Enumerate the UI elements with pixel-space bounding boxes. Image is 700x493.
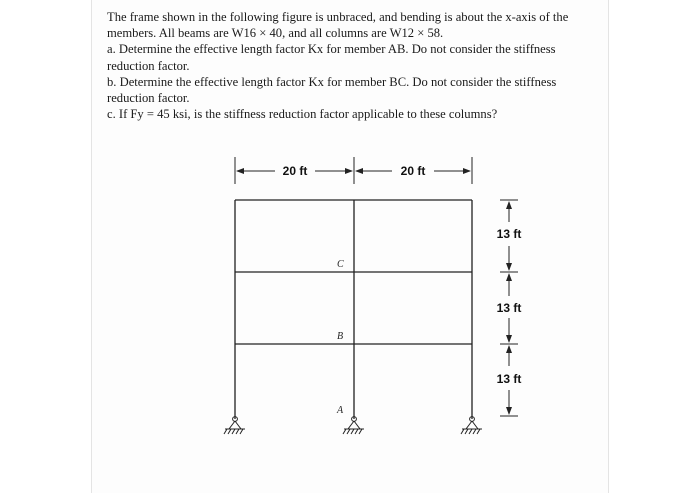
horizontal-dimension xyxy=(235,157,472,184)
frame-members xyxy=(235,200,472,419)
arrowhead-down-icon xyxy=(506,263,512,271)
arrowhead-left-icon xyxy=(355,168,363,174)
pin-support-icon xyxy=(224,417,245,434)
problem-part-a: a. Determine the effective length factor Kx for member AB. Do not consider the stiffness reduction factor. xyxy=(107,42,556,73)
arrowhead-up-icon xyxy=(506,345,512,353)
arrowhead-down-icon xyxy=(506,335,512,343)
story-height-label-1: 13 ft xyxy=(496,372,522,386)
story-height-label-2: 13 ft xyxy=(496,301,522,315)
arrowhead-right-icon xyxy=(463,168,471,174)
pin-support-icon xyxy=(343,417,364,434)
node-label-c: C xyxy=(337,259,344,270)
arrowhead-right-icon xyxy=(345,168,353,174)
arrowhead-left-icon xyxy=(236,168,244,174)
arrowhead-down-icon xyxy=(506,407,512,415)
arrowhead-up-icon xyxy=(506,273,512,281)
problem-part-b: b. Determine the effective length factor Kx for member BC. Do not consider the stiffness reduction factor. xyxy=(107,74,557,106)
bay-width-label-2: 20 ft xyxy=(400,164,426,178)
node-label-b: B xyxy=(337,331,344,342)
bay-width-label-1: 20 ft xyxy=(282,164,308,178)
story-height-label-3: 13 ft xyxy=(496,227,522,241)
node-label-a: A xyxy=(337,405,344,416)
pin-support-icon xyxy=(461,417,482,434)
problem-part-c: c. If Fy = 45 ksi, is the stiffness reduction factor applicable to these columns? xyxy=(107,107,498,122)
problem-intro: The frame shown in the following figure is unbraced, and bending is about the x-axis of the members. All beams are W16 × 40, and all columns are W12 × 58. xyxy=(107,10,569,41)
arrowhead-up-icon xyxy=(506,201,512,209)
